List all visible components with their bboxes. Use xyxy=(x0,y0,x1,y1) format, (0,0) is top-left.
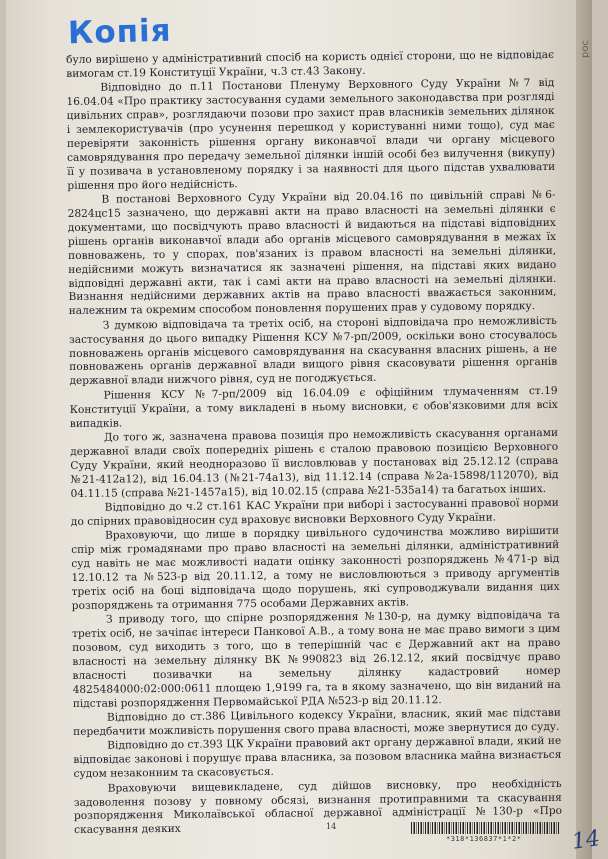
edge-text: рос xyxy=(580,40,591,58)
document-page xyxy=(6,0,602,859)
page-number: 14 xyxy=(326,822,337,831)
paragraph: З думкою відповідача та третіх осіб, на стороні відповідача про неможливість застосування до цього випадку Рішення КСУ №7-рп/2009, оскільки воно стосувалось повноважень органів місцевого самоврядування на скасування власних рішень, а не повноважень органів державної влади вищого рівня скасовувати рішення органів державної влади нижчого рівня, суд не погоджується. xyxy=(68,314,558,388)
paragraph: Відповідно до ч.2 ст.161 КАС України при виборі і застосуванні правової норми до спірних правовідносин суд враховує висновки Верховного Суду України. xyxy=(70,496,559,528)
paragraph: Рішення КСУ №7-рп/2009 від 16.04.09 є офіційним тлумаченням ст.19 Конституції України, а тому викладені в ньому висновки, є обов'язковими для всіх випадків. xyxy=(69,384,558,430)
body-text xyxy=(66,49,562,839)
paper-edge xyxy=(576,0,592,859)
paragraph: Відповідно до ст.386 Цивільного кодексу України, власник, який має підстави передбачити можливість порушення свого права власності, може звернутися до суду. xyxy=(73,706,561,738)
handwritten-page-number: 14 xyxy=(570,826,602,855)
paragraph: Враховуючи вищевикладене, суд дійшов висновку, про необхідність задоволення позову у повному обсязі, визнання протиправними та скасування розпорядження Миколаївської обласної державної адміністрації №130-р «Про скасування деяких xyxy=(73,777,563,837)
paragraph: В постанові Верховного Суду України від 20.04.16 по цивільній справі №6-2824цс15 зазначено, що державні акти на право власності на земельні ділянки є документами, що посвідчують право власності й видаються на підставі відповідних рішень органів виконавчої влади або органів місцевого самоврядування в межах їх повноважень, то у спорах, пов'язаних із правом власності на земельні ділянки, недійсними можуть визначатися як зазначені рішення, на підставі яких видано відповідні державні акти, так і самі акти на право власності на земельні ділянки. Визнання недійсними державних актів на право власності вважається законним, належним та окремим способом поновлення порушених прав у судовому порядку. xyxy=(67,188,557,318)
paragraph: було вирішено у адміністративний спосіб на користь однієї сторони, що не відповідає вимогам ст.19 Конституції України, ч.3 ст.43 Закону. xyxy=(66,48,555,80)
copy-stamp: Копія xyxy=(67,12,173,52)
barcode-digits: *318*136837*1*2* xyxy=(446,835,522,843)
barcode xyxy=(411,822,559,834)
paragraph: З приводу того, що спірне розпорядження №130-р, на думку відповідача та третіх осіб, не зачіпає інтереси Панкової А.В., а тому вона не має право вимоги з цим позовом, суд виходить з того, що в теперішній час є Державний акт на право власності на земельну ділянку ВК №990823 від 26.12.12, який посвідчує право власності позивачки на земельну ділянку кадастровий номер 4825484000:02:000:0611 площею 1,9199 га, та в якому зазначено, що він виданий на підставі розпорядження Первомайської РДА №523-р від 20.11.12. xyxy=(72,609,561,710)
paragraph: До того ж, зазначена правова позиція про неможливість скасування органами державної влади своїх попередніх рішень є сталою правовою позицією Верховного Суду України, який неодноразово її висловлював у постановах від 25.12.12 (справа №21-412а12), від 16.04.13 (№21-74а13), від 11.12.14 (справа №2а-15898/112070), від 04.11.15 (справа №21-1457а15), від 10.02.15 (справа №21-535а14) та багатьох інших. xyxy=(70,426,559,500)
paragraph: Відповідно до ст.393 ЦК України правовий акт органу державної влади, який не відповідає законові і порушує права власника, за позовом власника майна визнається судом незаконним та скасовується. xyxy=(73,735,562,781)
paragraph: Відповідно до п.11 Постанови Пленуму Верховного Суду України №7 від 16.04.04 «Про практику застосування судами земельного законодавства при розгляді цивільних справ», розглядаючи позови про захист прав власників земельних ділянок і землекористувачів (про усунення перешкод у користуванні ними тощо), суд має перевіряти законність рішення органу виконавчої влади чи органу місцевого самоврядування про передачу земельної ділянки іншій особі без вилучення (викупу) її у позивача в установленому порядку і за наявності для цього підстав ухвалювати рішення про його недійсність. xyxy=(66,77,556,192)
paragraph: Враховуючи, що лише в порядку цивільного судочинства можливо вирішити спір між громадянами про право власності на земельні ділянки, адміністративний суд навіть не має можливості надати оцінку законності розпоряджень №471-р від 12.10.12 та №523-р від 20.11.12, а тому не висловлюються з приводу аргументів третіх осіб на боці відповідача щодо порушень, які супроводжували видання цих розпоряджень та отримання 775 особами Державних актів. xyxy=(71,525,560,612)
